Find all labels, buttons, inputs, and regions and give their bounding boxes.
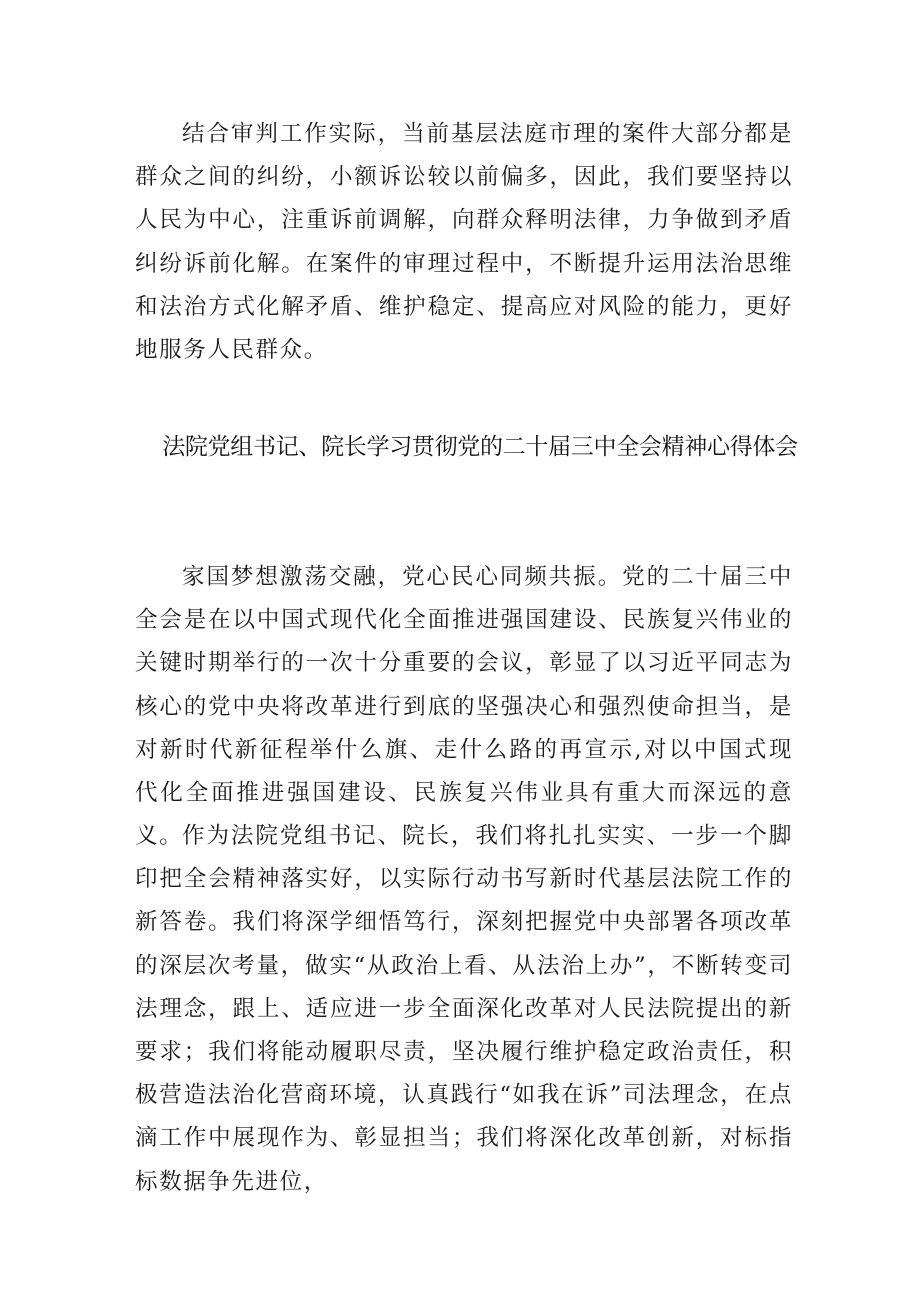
body-paragraph-3: 作为法院党组书记、院长，我们将扎扎实实、一步一个脚印把全会精神落实好，以实际行动书写新时代基层法院工作的新答卷。我们将深学细悟笃行，深刻把握党中央部署各项改革的深层次考量，做实“从政治上看、从法治上办”，不断转变司法理念，跟上、适应进一步全面深化改革对人民法院提出的新要求；我们将能动履职尽责，坚决履行维护稳定政治责任，积极营造法治化营商环境，认真践行“如我在诉”司法理念，在点滴工作中展现作为、彰显担当；我们将深化改革创新，对标指标数据争先进位， (135, 823, 793, 1195)
body-paragraph-2: 家国梦想激荡交融，党心民心同频共振。党的二十届三中全会是在以中国式现代化全面推进强国建设、民族复兴伟业的关键时期举行的一次十分重要的会议，彰显了以习近平同志为核心的党中央将改革进行到底的坚强决心和强烈使命担当，是对新时代新征程举什么旗、走什么路的再宣示,对以中国式现代化全面推进强国建设、民族复兴伟业具有重大而深远的意义。 (135, 564, 793, 850)
section-title: 法院党组书记、院长学习贯彻党的二十届三中全会精神心得体会 (162, 434, 798, 460)
body-paragraph-1: 结合审判工作实际，当前基层法庭市理的案件大部分都是群众之间的纠纷，小额诉讼较以前偏多，因此，我们要坚持以人民为中心，注重诉前调解，向群众释明法律，力争做到矛盾纠纷诉前化解。在案件的审理过程中，不断提升运用法治思维和法治方式化解矛盾、维护稳定、提高应对风险的能力，更好地服务人民群众。 (135, 121, 793, 364)
